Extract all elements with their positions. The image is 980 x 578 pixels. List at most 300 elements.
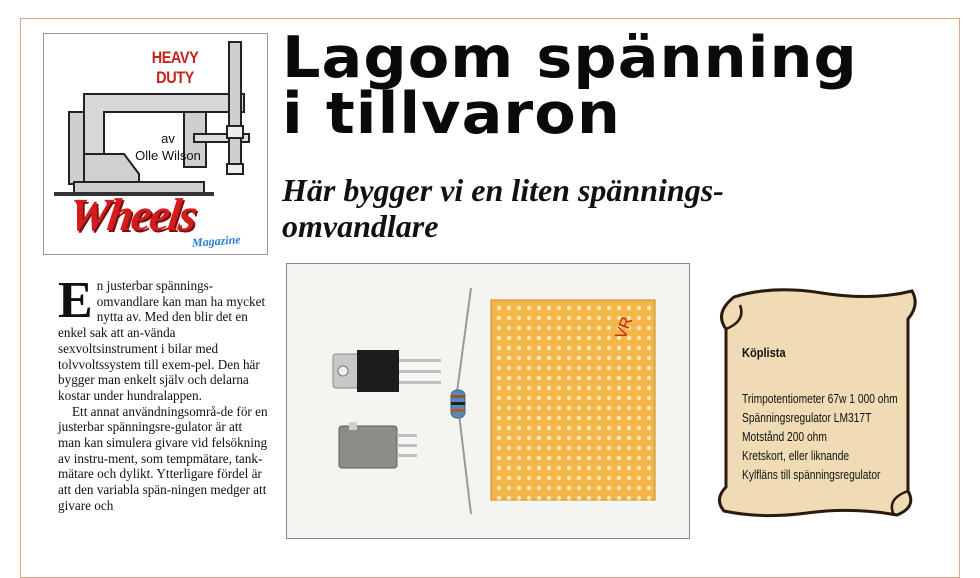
pcb-hole xyxy=(497,416,501,420)
pcb-hole xyxy=(527,446,531,450)
pcb-hole xyxy=(617,356,621,360)
koplista-item: Kylfläns till spänningsregulator xyxy=(742,468,881,482)
pcb-hole xyxy=(567,396,571,400)
pcb-hole xyxy=(607,396,611,400)
pcb-hole xyxy=(627,486,631,490)
pcb-hole xyxy=(557,346,561,350)
pcb-hole xyxy=(577,376,581,380)
pcb-hole xyxy=(567,436,571,440)
pcb-hole xyxy=(617,476,621,480)
pcb-hole xyxy=(557,476,561,480)
pcb-hole xyxy=(497,356,501,360)
pcb-hole xyxy=(577,496,581,500)
pcb-hole xyxy=(557,376,561,380)
pcb-hole xyxy=(557,436,561,440)
pcb-hole xyxy=(557,316,561,320)
pcb-hole xyxy=(547,346,551,350)
pcb-hole xyxy=(577,356,581,360)
pcb-hole xyxy=(647,466,651,470)
pcb-hole xyxy=(617,346,621,350)
pcb-board-icon xyxy=(491,300,655,500)
pcb-hole xyxy=(557,496,561,500)
pcb-hole xyxy=(617,366,621,370)
pcb-hole xyxy=(527,486,531,490)
pcb-hole xyxy=(507,366,511,370)
koplista-items xyxy=(742,390,939,485)
pcb-hole xyxy=(597,446,601,450)
pcb-hole xyxy=(637,496,641,500)
pcb-hole xyxy=(527,406,531,410)
pcb-hole xyxy=(557,366,561,370)
pcb-hole xyxy=(587,426,591,430)
pcb-hole xyxy=(627,476,631,480)
pcb-hole xyxy=(647,456,651,460)
pcb-hole xyxy=(637,366,641,370)
pcb-hole xyxy=(597,436,601,440)
pcb-hole xyxy=(607,466,611,470)
pcb-hole xyxy=(617,386,621,390)
pcb-hole xyxy=(577,306,581,310)
pcb-hole xyxy=(587,436,591,440)
logo-duty: DUTY xyxy=(156,68,194,87)
heavy-duty-logo xyxy=(43,33,268,255)
pcb-hole xyxy=(557,406,561,410)
pcb-hole xyxy=(647,446,651,450)
parts-photo xyxy=(286,263,690,539)
pcb-hole xyxy=(577,316,581,320)
pcb-hole xyxy=(567,486,571,490)
pcb-hole xyxy=(637,346,641,350)
pcb-hole xyxy=(607,366,611,370)
pcb-hole xyxy=(597,496,601,500)
pcb-hole xyxy=(637,336,641,340)
wheels-logo-text: Wheels xyxy=(65,189,199,240)
pcb-hole xyxy=(567,456,571,460)
pcb-hole xyxy=(517,406,521,410)
pcb-hole xyxy=(627,366,631,370)
pcb-hole xyxy=(547,446,551,450)
pcb-hole xyxy=(537,316,541,320)
pcb-hole xyxy=(527,426,531,430)
pcb-hole xyxy=(517,336,521,340)
pcb-hole xyxy=(537,426,541,430)
pcb-hole xyxy=(507,376,511,380)
pcb-hole xyxy=(527,336,531,340)
pcb-hole xyxy=(517,416,521,420)
pcb-hole xyxy=(597,466,601,470)
pcb-hole xyxy=(617,376,621,380)
pcb-hole xyxy=(537,336,541,340)
pcb-hole xyxy=(637,316,641,320)
pcb-hole xyxy=(537,436,541,440)
pcb-hole xyxy=(557,486,561,490)
pcb-hole xyxy=(537,456,541,460)
pcb-hole xyxy=(527,476,531,480)
byline-av: av xyxy=(161,131,175,146)
paragraph-1-text: n justerbar spännings-omvandlare kan man ha mycket nytta av. Med den blir det en enkel sak att an-vända sexvoltsinstrument i bilar med tolvvoltssystem till exem-pel. Den här bygger man enkelt själv och delarna kostar under hundralappen. xyxy=(58,278,266,403)
pcb-hole xyxy=(587,466,591,470)
title-line-2: i tillvaron xyxy=(282,81,621,147)
pcb-hole xyxy=(617,406,621,410)
pcb-hole xyxy=(507,326,511,330)
pcb-hole xyxy=(547,416,551,420)
pcb-hole xyxy=(517,466,521,470)
subtitle-line-2: omvandlare xyxy=(282,208,439,244)
pcb-hole xyxy=(507,386,511,390)
pcb-hole xyxy=(527,366,531,370)
pcb-hole xyxy=(537,346,541,350)
pcb-hole xyxy=(647,496,651,500)
pcb-hole xyxy=(497,346,501,350)
pcb-hole xyxy=(507,316,511,320)
pcb-hole xyxy=(497,316,501,320)
pcb-hole xyxy=(537,326,541,330)
pcb-hole xyxy=(637,386,641,390)
pcb-hole xyxy=(617,426,621,430)
pcb-hole xyxy=(517,426,521,430)
pcb-hole xyxy=(557,336,561,340)
pcb-hole xyxy=(597,346,601,350)
pcb-hole xyxy=(607,326,611,330)
pcb-hole xyxy=(577,486,581,490)
pcb-hole xyxy=(597,336,601,340)
pcb-hole xyxy=(507,396,511,400)
pcb-hole xyxy=(577,446,581,450)
pcb-hole xyxy=(587,396,591,400)
pcb-hole xyxy=(587,386,591,390)
pcb-hole xyxy=(587,446,591,450)
pcb-hole xyxy=(647,346,651,350)
pcb-hole xyxy=(607,426,611,430)
pcb-hole xyxy=(517,436,521,440)
pcb-hole xyxy=(567,356,571,360)
pcb-hole xyxy=(517,366,521,370)
pcb-hole xyxy=(567,306,571,310)
pcb-hole xyxy=(647,316,651,320)
pcb-hole xyxy=(597,366,601,370)
pcb-hole xyxy=(607,356,611,360)
pcb-hole xyxy=(587,356,591,360)
pcb-hole xyxy=(557,466,561,470)
pcb-hole xyxy=(507,356,511,360)
pcb-hole xyxy=(507,346,511,350)
pcb-hole xyxy=(587,336,591,340)
pcb-hole xyxy=(547,396,551,400)
pcb-hole xyxy=(497,326,501,330)
pcb-hole xyxy=(597,356,601,360)
pcb-hole xyxy=(647,486,651,490)
pcb-hole xyxy=(507,306,511,310)
pcb-hole xyxy=(577,396,581,400)
pcb-hole xyxy=(647,406,651,410)
pcb-hole xyxy=(547,376,551,380)
pcb-hole xyxy=(537,356,541,360)
pcb-hole xyxy=(617,486,621,490)
pcb-hole xyxy=(597,386,601,390)
pcb-hole xyxy=(607,476,611,480)
pcb-hole xyxy=(617,306,621,310)
byline xyxy=(98,130,238,164)
pcb-hole xyxy=(547,336,551,340)
pcb-hole xyxy=(607,386,611,390)
pcb-hole xyxy=(537,406,541,410)
pcb-hole xyxy=(557,446,561,450)
pcb-hole xyxy=(497,436,501,440)
magazine-logo-text: Magazine xyxy=(191,232,242,250)
pcb-hole xyxy=(517,376,521,380)
pcb-hole xyxy=(497,426,501,430)
pcb-hole xyxy=(637,436,641,440)
pcb-hole xyxy=(637,396,641,400)
pcb-hole xyxy=(637,326,641,330)
paragraph-2: Ett annat användningsområ-de för en justerbar spänningsre-gulator är att man kan simulera givare vid felsökning av instru-ment, som tempmätare, tank-mätare och dylikt. Ytterligare fördel är att den variabla spän-ningen medger att givare och xyxy=(58,403,268,513)
svg-text:VR: VR xyxy=(612,314,637,342)
pcb-hole xyxy=(527,436,531,440)
pcb-hole xyxy=(527,396,531,400)
pcb-hole xyxy=(517,496,521,500)
pcb-hole xyxy=(547,366,551,370)
pcb-hole xyxy=(587,416,591,420)
byline-author: Olle Wilson xyxy=(135,148,201,163)
pcb-hole xyxy=(647,386,651,390)
pcb-hole xyxy=(597,476,601,480)
pcb-hole xyxy=(577,436,581,440)
pcb-hole xyxy=(577,326,581,330)
pcb-hole xyxy=(527,496,531,500)
koplista-item: Spänningsregulator LM317T xyxy=(742,411,872,425)
pcb-hole xyxy=(517,396,521,400)
pcb-hole xyxy=(517,306,521,310)
pcb-hole xyxy=(497,456,501,460)
pcb-hole xyxy=(507,486,511,490)
pcb-hole xyxy=(517,326,521,330)
pcb-hole xyxy=(597,416,601,420)
pcb-hole xyxy=(567,326,571,330)
pcb-hole xyxy=(537,486,541,490)
pcb-hole xyxy=(587,406,591,410)
pcb-hole xyxy=(627,306,631,310)
pcb-hole xyxy=(607,486,611,490)
pcb-hole xyxy=(607,456,611,460)
pcb-hole xyxy=(587,496,591,500)
pcb-hole xyxy=(537,386,541,390)
pcb-hole xyxy=(497,306,501,310)
pcb-hole xyxy=(587,476,591,480)
pcb-hole xyxy=(527,346,531,350)
pcb-hole xyxy=(517,316,521,320)
pcb-hole xyxy=(507,436,511,440)
koplista-item: Trimpotentiometer 67w 1 000 ohm xyxy=(742,392,898,406)
pcb-hole xyxy=(647,336,651,340)
pcb-hole xyxy=(547,406,551,410)
pcb-hole xyxy=(577,476,581,480)
title-line-1: Lagom spänning xyxy=(282,25,858,91)
pcb-hole xyxy=(627,386,631,390)
pcb-hole xyxy=(527,456,531,460)
pcb-hole xyxy=(567,406,571,410)
pcb-hole xyxy=(537,306,541,310)
pcb-hole xyxy=(497,376,501,380)
pcb-hole xyxy=(547,356,551,360)
pcb-hole xyxy=(597,306,601,310)
pcb-hole xyxy=(647,416,651,420)
pcb-hole xyxy=(547,306,551,310)
pcb-hole xyxy=(557,416,561,420)
pcb-hole xyxy=(587,366,591,370)
body-column xyxy=(58,272,268,514)
pcb-hole xyxy=(617,396,621,400)
subtitle-line-1: Här bygger vi en liten spännings- xyxy=(282,172,724,208)
pcb-hole xyxy=(627,396,631,400)
pcb-hole xyxy=(637,356,641,360)
pcb-hole xyxy=(537,376,541,380)
pcb-hole xyxy=(557,386,561,390)
pcb-hole xyxy=(547,386,551,390)
pcb-hole xyxy=(557,456,561,460)
pcb-hole xyxy=(517,356,521,360)
pcb-hole xyxy=(627,376,631,380)
pcb-hole xyxy=(507,426,511,430)
pcb-hole xyxy=(497,396,501,400)
logo-heavy: HEAVY xyxy=(151,48,199,67)
pcb-hole xyxy=(597,376,601,380)
pcb-hole xyxy=(527,356,531,360)
pcb-hole xyxy=(557,426,561,430)
pcb-hole xyxy=(577,406,581,410)
pcb-hole xyxy=(497,336,501,340)
pcb-hole xyxy=(577,346,581,350)
pcb-hole xyxy=(577,466,581,470)
pcb-hole xyxy=(637,306,641,310)
pcb-hole xyxy=(647,436,651,440)
pcb-hole xyxy=(557,326,561,330)
pcb-hole xyxy=(577,386,581,390)
pcb-hole xyxy=(547,456,551,460)
pcb-hole xyxy=(567,376,571,380)
pcb-hole xyxy=(577,416,581,420)
pcb-hole xyxy=(567,466,571,470)
pcb-hole xyxy=(607,336,611,340)
pcb-hole xyxy=(607,306,611,310)
pcb-hole xyxy=(497,366,501,370)
pcb-hole xyxy=(517,486,521,490)
pcb-hole xyxy=(527,306,531,310)
pcb-hole xyxy=(517,386,521,390)
pcb-hole xyxy=(637,476,641,480)
pcb-hole xyxy=(507,446,511,450)
pcb-hole xyxy=(507,456,511,460)
pcb-hole xyxy=(557,306,561,310)
pcb-hole xyxy=(637,456,641,460)
pcb-hole xyxy=(497,446,501,450)
pcb-hole xyxy=(497,386,501,390)
pcb-hole xyxy=(497,406,501,410)
pcb-hole xyxy=(527,326,531,330)
pcb-hole xyxy=(577,456,581,460)
pcb-hole xyxy=(637,406,641,410)
pcb-hole xyxy=(547,326,551,330)
koplista-title: Köplista xyxy=(742,345,786,360)
pcb-hole xyxy=(607,446,611,450)
pcb-hole xyxy=(507,406,511,410)
pcb-hole xyxy=(647,306,651,310)
pcb-hole xyxy=(637,426,641,430)
pcb-hole xyxy=(627,456,631,460)
pcb-hole xyxy=(587,376,591,380)
pcb-hole xyxy=(537,446,541,450)
pcb-hole xyxy=(597,426,601,430)
pcb-hole xyxy=(597,486,601,490)
pcb-hole xyxy=(627,426,631,430)
pcb-hole xyxy=(517,346,521,350)
pcb-hole xyxy=(597,456,601,460)
pcb-hole xyxy=(647,476,651,480)
pcb-hole xyxy=(507,336,511,340)
pcb-hole xyxy=(617,436,621,440)
pcb-hole xyxy=(597,316,601,320)
pcb-hole xyxy=(617,446,621,450)
koplista-item: Motstånd 200 ohm xyxy=(742,430,827,444)
pcb-hole xyxy=(567,386,571,390)
pcb-hole xyxy=(547,436,551,440)
pcb-hole xyxy=(577,336,581,340)
paragraph-1 xyxy=(58,272,268,404)
pcb-hole xyxy=(637,446,641,450)
pcb-hole xyxy=(537,416,541,420)
pcb-hole xyxy=(607,406,611,410)
pcb-hole xyxy=(647,326,651,330)
pcb-hole xyxy=(637,416,641,420)
pcb-hole xyxy=(517,456,521,460)
pcb-hole xyxy=(627,436,631,440)
pcb-hole xyxy=(497,486,501,490)
pcb-hole xyxy=(497,466,501,470)
pcb-hole xyxy=(647,426,651,430)
pcb-hole xyxy=(617,496,621,500)
pcb-hole xyxy=(567,316,571,320)
pcb-hole xyxy=(587,456,591,460)
pcb-hole xyxy=(647,366,651,370)
pcb-hole xyxy=(597,326,601,330)
pcb-hole xyxy=(627,466,631,470)
pcb-hole xyxy=(637,466,641,470)
article-title xyxy=(282,25,980,147)
pcb-hole xyxy=(567,446,571,450)
pcb-hole xyxy=(507,416,511,420)
pcb-hole xyxy=(587,346,591,350)
pcb-hole xyxy=(607,416,611,420)
pcb-hole xyxy=(547,466,551,470)
pcb-hole xyxy=(547,486,551,490)
pcb-hole xyxy=(627,416,631,420)
pcb-hole xyxy=(597,406,601,410)
pcb-hole xyxy=(507,496,511,500)
pcb-hole xyxy=(527,416,531,420)
pcb-hole xyxy=(527,316,531,320)
pcb-hole xyxy=(537,366,541,370)
pcb-hole xyxy=(587,486,591,490)
components-illustration xyxy=(287,264,690,539)
pcb-hole xyxy=(627,496,631,500)
pcb-hole xyxy=(627,446,631,450)
pcb-hole xyxy=(587,326,591,330)
pcb-hole xyxy=(507,476,511,480)
pcb-hole xyxy=(497,496,501,500)
pcb-hole xyxy=(547,476,551,480)
dropcap: E xyxy=(58,272,93,329)
pcb-hole xyxy=(607,496,611,500)
pcb-hole xyxy=(617,456,621,460)
